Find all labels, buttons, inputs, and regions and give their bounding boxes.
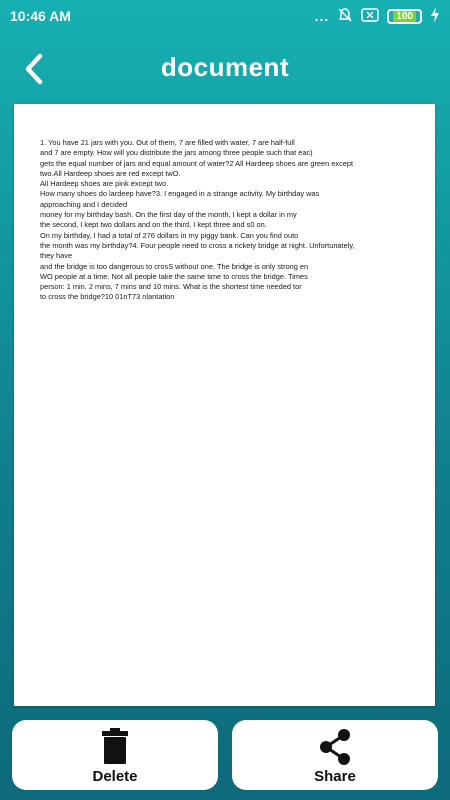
document-line: gets the equal number of jars and equal amount of water?2 All Hardeep shoes are green except (40, 158, 354, 168)
battery-level: 100 (393, 11, 416, 22)
page-title: document (160, 52, 290, 82)
document-line: the second, I kept two dollars and on the third, I kept three and s0 on. (40, 220, 267, 230)
share-button[interactable] (232, 720, 438, 790)
close-box-icon (361, 8, 379, 25)
document-line: On my birthday, I had a total of 276 dollars in my piggy bank. Can you find outo (40, 230, 299, 240)
document-line: 1. You have 21 jars with you. Out of them, 7 are filled with water, 7 are half-full (40, 138, 295, 147)
document-line: All Hardeep shoes are pink except two. (40, 179, 169, 189)
delete-button[interactable] (12, 720, 218, 790)
document-line: money for my birthday bash. On the first day of the month, I kept a dollar in my (40, 210, 297, 220)
document-line: How many shoes do lardeep have?3. I engaged in a strange activity. My birthday was (40, 189, 320, 199)
trash-icon (101, 728, 129, 764)
share-icon (318, 728, 352, 766)
battery-icon (387, 9, 422, 24)
document-line: two.All Hardeep shoes are red except twO. (40, 168, 181, 178)
document-line: and the bridge is too dangerous to crosS without one. The bridge is only strong en (40, 261, 309, 271)
status-time: 10:46 AM (10, 8, 71, 24)
delete-label: Delete (92, 768, 138, 785)
document-text (40, 138, 421, 303)
document-line: they have (40, 251, 73, 261)
document-line: and 7 are empty. How will you distribute the jars among three people such that eac) (40, 148, 313, 158)
document-line: person: 1 min, 2 mins, 7 mins and 10 mins. What is the shortest time needed tor (40, 282, 302, 292)
status-icons (315, 7, 440, 26)
notifications-off-icon (337, 7, 353, 26)
document-line: to cross the bridge?10 01nT73 nlantation (40, 292, 175, 302)
document-line: approaching and I decided (40, 199, 128, 209)
status-bar (0, 0, 450, 32)
document-preview[interactable] (14, 104, 435, 706)
app-header (0, 40, 450, 98)
document-line: the month was my birthday?4. Four people need to cross a rickety bridge at night. Unfortunately, (40, 240, 355, 250)
share-label: Share (314, 768, 356, 785)
document-line: WO people at a time. Not all people take the same time to cross the bridge. Times (40, 271, 308, 281)
charging-bolt-icon (430, 7, 440, 26)
signal-dots: ... (314, 8, 330, 24)
